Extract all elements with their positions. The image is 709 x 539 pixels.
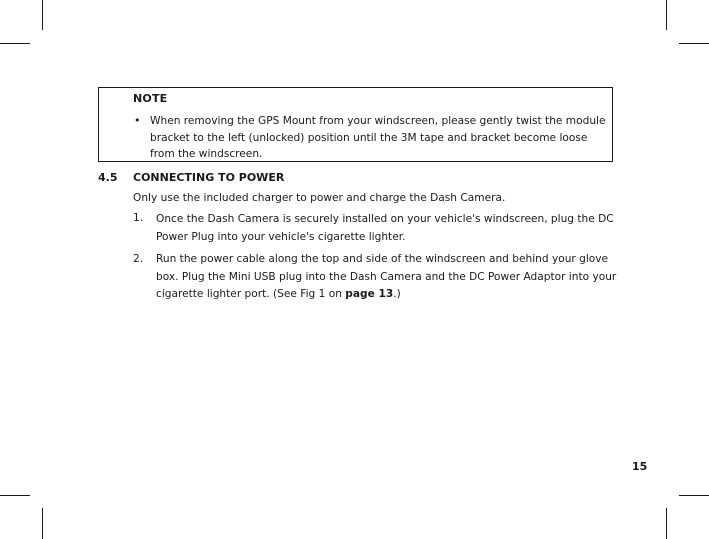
note-text: When removing the GPS Mount from your windscreen, please gently twist the module bracket to the left (unlocked) position until the 3M tape and bracket become loose from the windscreen. <box>150 115 606 160</box>
crop-mark-bottom-right-v <box>666 508 667 539</box>
section-intro: Only use the included charger to power and charge the Dash Camera. <box>133 192 506 204</box>
list-item-text-end: .) <box>393 288 401 300</box>
crop-mark-bottom-left-h <box>0 495 30 496</box>
list-item-text <box>156 251 618 304</box>
section-number: 4.5 <box>98 171 118 184</box>
list-item-text-start: Run the power cable along the top and side of the windscreen and behind your glove box. Plug the Mini USB plug into the Dash Camera and the DC Power Adaptor into your cigarette lighter port. (See Fig 1 on <box>156 253 617 300</box>
list-item-number: 2. <box>133 253 144 265</box>
page-number: 15 <box>632 460 648 473</box>
crop-mark-top-left-h <box>0 43 30 44</box>
list-item-number: 1. <box>133 212 144 224</box>
crop-mark-top-right-v <box>666 0 667 30</box>
note-title: NOTE <box>133 92 168 105</box>
section-title: CONNECTING TO POWER <box>133 171 285 184</box>
page-reference-link[interactable]: page 13 <box>345 288 394 300</box>
note-bullet: • <box>134 114 141 127</box>
crop-mark-bottom-right-h <box>679 495 709 496</box>
note-box <box>98 87 613 162</box>
list-item-text: Once the Dash Camera is securely installed on your vehicle's windscreen, plug the DC Power Plug into your vehicle's cigarette lighter. <box>156 213 614 243</box>
crop-mark-top-left-v <box>42 0 43 30</box>
crop-mark-top-right-h <box>679 43 709 44</box>
crop-mark-bottom-left-v <box>42 508 43 539</box>
